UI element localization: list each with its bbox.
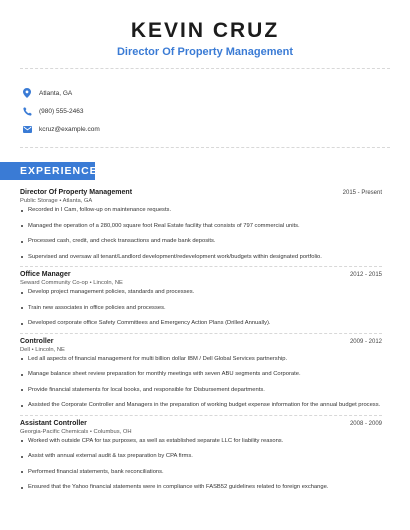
job-bullet: Led all aspects of financial management for multi billion dollar IBM / Dell Global Services partnership.: [20, 356, 382, 364]
job-bullet: Develop project management policies, standards and processes.: [20, 289, 382, 297]
job-bullets: [20, 289, 382, 328]
contact-phone-text: (980) 555-2463: [39, 107, 84, 115]
job-divider: [20, 415, 382, 416]
job-bullet: Recorded in I Cam, follow-up on maintenance requests.: [20, 207, 382, 215]
job-entry: [20, 271, 382, 328]
job-title: Controller: [20, 337, 54, 345]
job-bullets: [20, 356, 382, 410]
location-pin-icon: [22, 88, 32, 98]
job-bullet: Developed corporate office Safety Committees and Emergency Action Plans (Drilled Annually).: [20, 320, 382, 328]
job-title: Office Manager: [20, 271, 71, 278]
job-divider: [20, 266, 382, 267]
job-bullet: Performed financial statements, bank reconciliations.: [20, 469, 382, 477]
job-dates: 2012 - 2015: [349, 272, 382, 278]
phone-icon: [22, 106, 32, 116]
experience-section-heading: EXPERIENCE: [0, 162, 95, 180]
contact-email-text: kcruz@example.com: [39, 125, 100, 133]
job-bullet: Manage balance sheet review preparation for monthly meetings with seven ABU segments and Corporate.: [20, 371, 382, 379]
job-company: Georgia-Pacific Chemicals • Columbus, OH: [20, 428, 132, 435]
experience-list: [20, 189, 382, 500]
job-company: Seward Community Co-op • Lincoln, NE: [20, 280, 123, 286]
job-dates: 2015 - Present: [342, 190, 382, 196]
job-dates: 2008 - 2009: [349, 420, 382, 427]
job-bullet: Supervised and oversaw all tenant/Landlord development/redevelopment work/budgets within designated portfolio.: [20, 254, 382, 262]
contact-location: [22, 84, 100, 102]
job-bullet: Assist with annual external audit & tax preparation by CPA firms.: [20, 453, 382, 461]
job-bullet: Managed the operation of a 280,000 square foot Real Estate facility that consists of 797 commercial units.: [20, 223, 382, 231]
job-bullet: Ensured that the Yahoo financial statements were in compliance with FASB52 guidelines related to foreign exchange.: [20, 484, 382, 492]
job-bullet: Train new associates in office policies and processes.: [20, 305, 382, 313]
job-bullet: Provide financial statements for local books, and responsible for Disbursement departments.: [20, 387, 382, 395]
job-company: Dell • Lincoln, NE: [20, 346, 65, 353]
contact-location-text: Atlanta, GA: [39, 89, 73, 97]
resume-header: [0, 0, 410, 59]
job-bullets: [20, 438, 382, 492]
job-bullet: Worked with outside CPA for tax purposes, as well as established separate LLC for liability reasons.: [20, 438, 382, 446]
job-bullet: Assisted the Corporate Controller and Managers in the preparation of working budget expense information for the annual budget process.: [20, 402, 382, 410]
job-entry: [20, 338, 382, 410]
job-title: Director Of Property Management: [20, 189, 133, 196]
envelope-icon: [22, 124, 32, 134]
contact-divider: [20, 147, 390, 148]
job-divider: [20, 333, 382, 334]
job-title: Assistant Controller: [20, 419, 87, 427]
contact-phone: [22, 102, 100, 120]
job-entry: [20, 420, 382, 492]
candidate-title: Director Of Property Management: [116, 46, 294, 58]
job-bullet: Processed cash, credit, and check transactions and made bank deposits.: [20, 238, 382, 246]
contact-email: [22, 120, 100, 138]
candidate-name: KEVIN CRUZ: [130, 19, 280, 42]
job-company: Public Storage • Atlanta, GA: [20, 198, 93, 204]
job-dates: 2009 - 2012: [349, 338, 382, 345]
job-bullets: [20, 207, 382, 261]
job-entry: [20, 189, 382, 261]
contact-list: [22, 84, 100, 138]
header-divider: [20, 68, 390, 69]
